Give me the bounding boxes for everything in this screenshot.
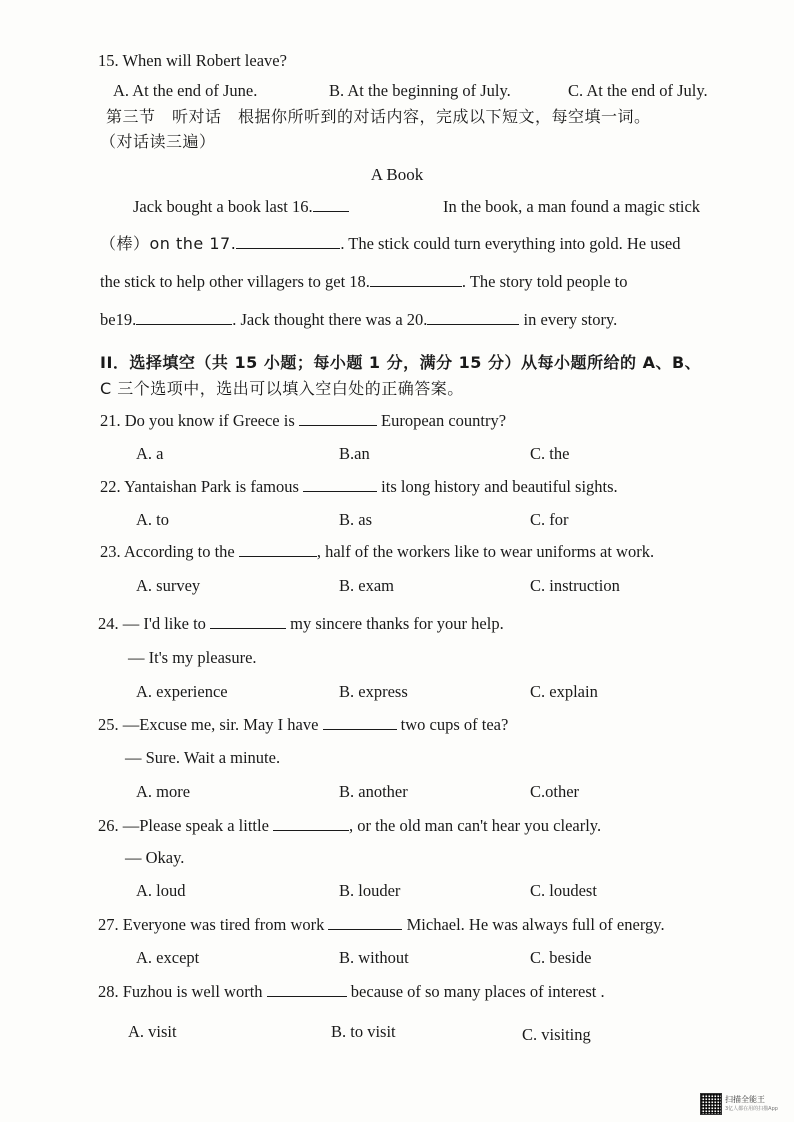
- passage-line-3: [100, 271, 628, 293]
- question-21-stem: [100, 410, 506, 432]
- passage-line-1-text: Jack bought a book last 16.: [133, 197, 313, 216]
- question-28-option-a: A. visit: [128, 1022, 177, 1041]
- passage-line-2: [100, 233, 681, 255]
- qr-code-icon: [700, 1093, 722, 1115]
- question-28-text-end: because of so many places of interest .: [346, 982, 605, 1001]
- question-24-option-a: A. experience: [136, 682, 228, 701]
- question-21-text-end: European country?: [376, 411, 507, 430]
- passage-title: A Book: [370, 165, 424, 184]
- question-23-text-end: , half of the workers like to wear uniforms at work.: [316, 542, 655, 561]
- blank-16: [313, 196, 349, 212]
- question-23-blank: [239, 541, 317, 557]
- question-25-option-b: B. another: [339, 782, 408, 801]
- question-24-option-c: C. explain: [530, 682, 598, 701]
- question-27-option-c: C. beside: [530, 948, 592, 967]
- question-27-text-end: Michael. He was always full of energy.: [402, 915, 665, 934]
- passage-line-3-text: the stick to help other villagers to get 18.: [100, 272, 370, 291]
- question-25-text-end: two cups of tea?: [396, 715, 509, 734]
- scanner-brand: 扫描全能王: [725, 1095, 765, 1104]
- question-26-option-a: A. loud: [136, 881, 186, 900]
- question-27-text: 27. Everyone was tired from work: [98, 915, 329, 934]
- question-26-blank: [273, 815, 349, 831]
- question-28-blank: [267, 981, 347, 997]
- question-23-option-c: C. instruction: [530, 576, 620, 595]
- question-23-option-b: B. exam: [339, 576, 394, 595]
- part2-heading-2: C 三个选项中，选出可以填入空白处的正确答案。: [100, 379, 464, 398]
- passage-line-1b: In the book, a man found a magic stick: [443, 197, 701, 216]
- question-25-reply: — Sure. Wait a minute.: [125, 748, 281, 767]
- question-21-text: 21. Do you know if Greece is: [100, 411, 299, 430]
- blank-20: [427, 309, 519, 325]
- question-25-stem: [98, 714, 508, 736]
- section3-note: （对话读三遍）: [100, 132, 216, 151]
- question-28-stem: [98, 981, 605, 1003]
- question-23-option-a: A. survey: [136, 576, 201, 595]
- passage-line-4-end: in every story.: [523, 310, 618, 329]
- part2-heading: II．选择填空（共 15 小题；每小题 1 分，满分 15 分）从每小题所给的 A、B、: [100, 353, 702, 372]
- question-22-blank: [303, 476, 377, 492]
- question-26-option-b: B. louder: [339, 881, 401, 900]
- passage-line-4-mid: . Jack thought there was a 20.: [232, 310, 428, 329]
- question-22-text: 22. Yantaishan Park is famous: [100, 477, 304, 496]
- blank-17: [236, 233, 340, 249]
- question-26-text-end: , or the old man can't hear you clearly.: [349, 816, 602, 835]
- passage-line-3-rest: . The story told people to: [461, 272, 628, 291]
- question-28-option-c: C. visiting: [522, 1025, 591, 1044]
- passage-line-4: [100, 309, 617, 331]
- question-22-stem: [100, 476, 618, 498]
- question-24-option-b: B. express: [339, 682, 408, 701]
- question-25-text: 25. —Excuse me, sir. May I have: [98, 715, 323, 734]
- question-26-option-c: C. loudest: [530, 881, 597, 900]
- q15-option-b: B. At the beginning of July.: [329, 81, 511, 100]
- question-27-stem: [98, 914, 665, 936]
- question-25-blank: [323, 714, 397, 730]
- question-21-option-c: C. the: [530, 444, 570, 463]
- question-27-option-a: A. except: [136, 948, 200, 967]
- scanner-brand-sub: 3亿人都在用的扫描App: [725, 1106, 778, 1112]
- question-21-option-b: B.an: [339, 444, 370, 463]
- passage-line-1: [133, 196, 349, 218]
- question-23-text: 23. According to the: [100, 542, 239, 561]
- question-24-stem: [98, 613, 504, 635]
- section3-heading: 第三节 听对话 根据你所听到的对话内容，完成以下短文，每空填一词。: [106, 107, 651, 126]
- blank-18: [370, 271, 462, 287]
- question-22-option-c: C. for: [530, 510, 569, 529]
- passage-line-4-text: be19.: [100, 310, 137, 329]
- question-21-option-a: A. a: [136, 444, 164, 463]
- passage-line-2-rest: . The stick could turn everything into gold. He used: [340, 234, 681, 253]
- question-26-reply: — Okay.: [125, 848, 185, 867]
- question-21-blank: [299, 410, 377, 426]
- question-22-text-end: its long history and beautiful sights.: [377, 477, 618, 496]
- question-22-option-a: A. to: [136, 510, 169, 529]
- question-28-option-b: B. to visit: [331, 1022, 396, 1041]
- question-24-blank: [210, 613, 286, 629]
- question-24-reply: — It's my pleasure.: [128, 648, 257, 667]
- question-23-stem: [100, 541, 654, 563]
- q15-stem: 15. When will Robert leave?: [98, 51, 287, 70]
- blank-19: [136, 309, 232, 325]
- question-28-text: 28. Fuzhou is well worth: [98, 982, 267, 1001]
- q15-option-c: C. At the end of July.: [568, 81, 708, 100]
- question-27-option-b: B. without: [339, 948, 409, 967]
- passage-line-2-text: （棒）on the 17.: [100, 234, 237, 253]
- question-25-option-a: A. more: [136, 782, 191, 801]
- q15-option-a: A. At the end of June.: [113, 81, 258, 100]
- question-26-stem: [98, 815, 601, 837]
- question-26-text: 26. —Please speak a little: [98, 816, 274, 835]
- question-24-text-end: my sincere thanks for your help.: [286, 614, 504, 633]
- question-25-option-c: C.other: [530, 782, 580, 801]
- question-24-text: 24. — I'd like to: [98, 614, 211, 633]
- question-27-blank: [328, 914, 402, 930]
- question-22-option-b: B. as: [339, 510, 372, 529]
